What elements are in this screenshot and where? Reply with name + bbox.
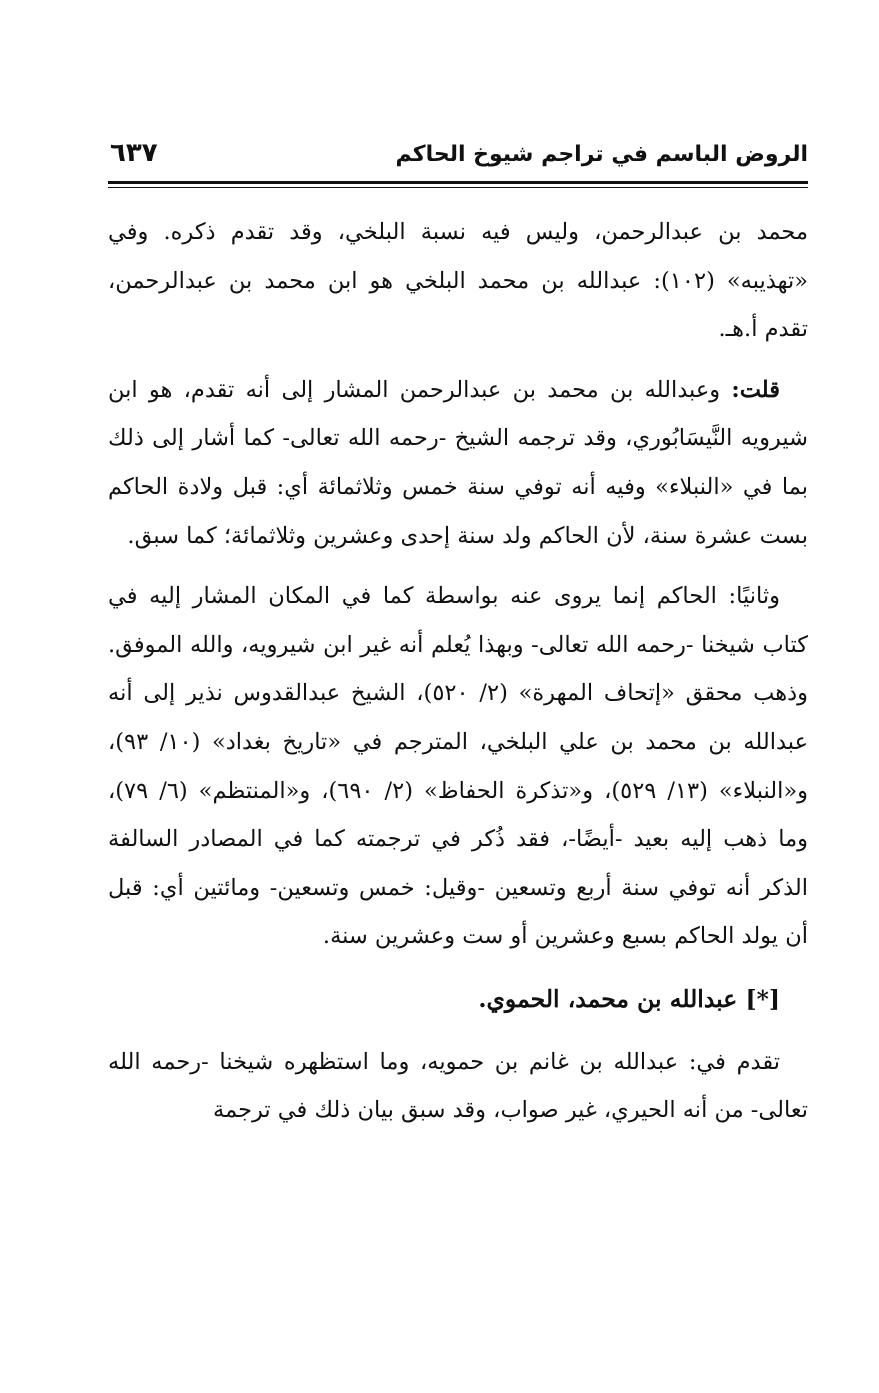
header-rule-thin — [108, 187, 808, 188]
main-text — [108, 208, 808, 1147]
paragraph-3: وثانيًا: الحاكم إنما يروى عنه بواسطة كما في المكان المشار إليه في كتاب شيخنا -رحمه الله تعالى- وبهذا يُعلم أنه غير ابن شيرويه، والله الموفق. وذهب محقق «إتحاف المهرة» (٢/ ٥٢٠)، الشيخ عبدالقدوس نذير إلى أنه عبدالله بن محمد بن علي البلخي، المترجم في «تاريخ بغداد» (١٠/ ٩٣)، و«النبلاء» (١٣/ ٥٢٩)، و«تذكرة الحفاظ» (٢/ ٦٩٠)، و«المنتظم» (٦/ ٧٩)، وما ذهب إليه بعيد -أيضًا-، فقد ذُكر في ترجمته كما في المصادر السالفة الذكر أنه توفي سنة أربع وتسعين -وقيل: خمس وتسعين- ومائتين أي: قبل أن يولد الحاكم بسبع وعشرين أو ست وعشرين سنة. — [108, 583, 809, 950]
page-header — [108, 138, 808, 178]
paragraph-4: تقدم في: عبدالله بن غانم بن حمويه، وما استظهره شيخنا -رحمه الله تعالى- من أنه الحيري، غير صواب، وقد سبق بيان ذلك في ترجمة — [108, 1048, 808, 1124]
page-number: ٦٣٧ — [110, 138, 158, 168]
paragraph-2-lead: قلت: — [731, 376, 780, 403]
entry-heading — [108, 975, 808, 1024]
entry-name: عبدالله بن محمد، الحموي. — [478, 984, 746, 1013]
entry-marker: [*] — [745, 984, 780, 1013]
running-title: الروض الباسم في تراجم شيوخ الحاكم — [395, 142, 808, 167]
paragraph-2-text: وعبدالله بن محمد بن عبدالرحمن المشار إلى أنه تقدم، هو ابن شيرويه النَّيسَابُوري، وقد ترجمه الشيخ -رحمه الله تعالى- كما أشار إلى ذلك بما في «النبلاء» وفيه أنه توفي سنة خمس وثلاثمائة أي: قبل ولادة الحاكم بست عشرة سنة، لأن الحاكم ولد سنة إحدى وعشرين وثلاثمائة؛ كما سبق. — [108, 376, 808, 549]
header-rule-thick — [108, 181, 808, 184]
paragraph-1: محمد بن عبدالرحمن، وليس فيه نسبة البلخي، وقد تقدم ذكره. وفي «تهذيبه» (١٠٢): عبدالله بن محمد البلخي هو ابن محمد بن عبدالرحمن، تقدم أ.هـ. — [108, 219, 808, 343]
paragraph-2 — [108, 366, 808, 560]
